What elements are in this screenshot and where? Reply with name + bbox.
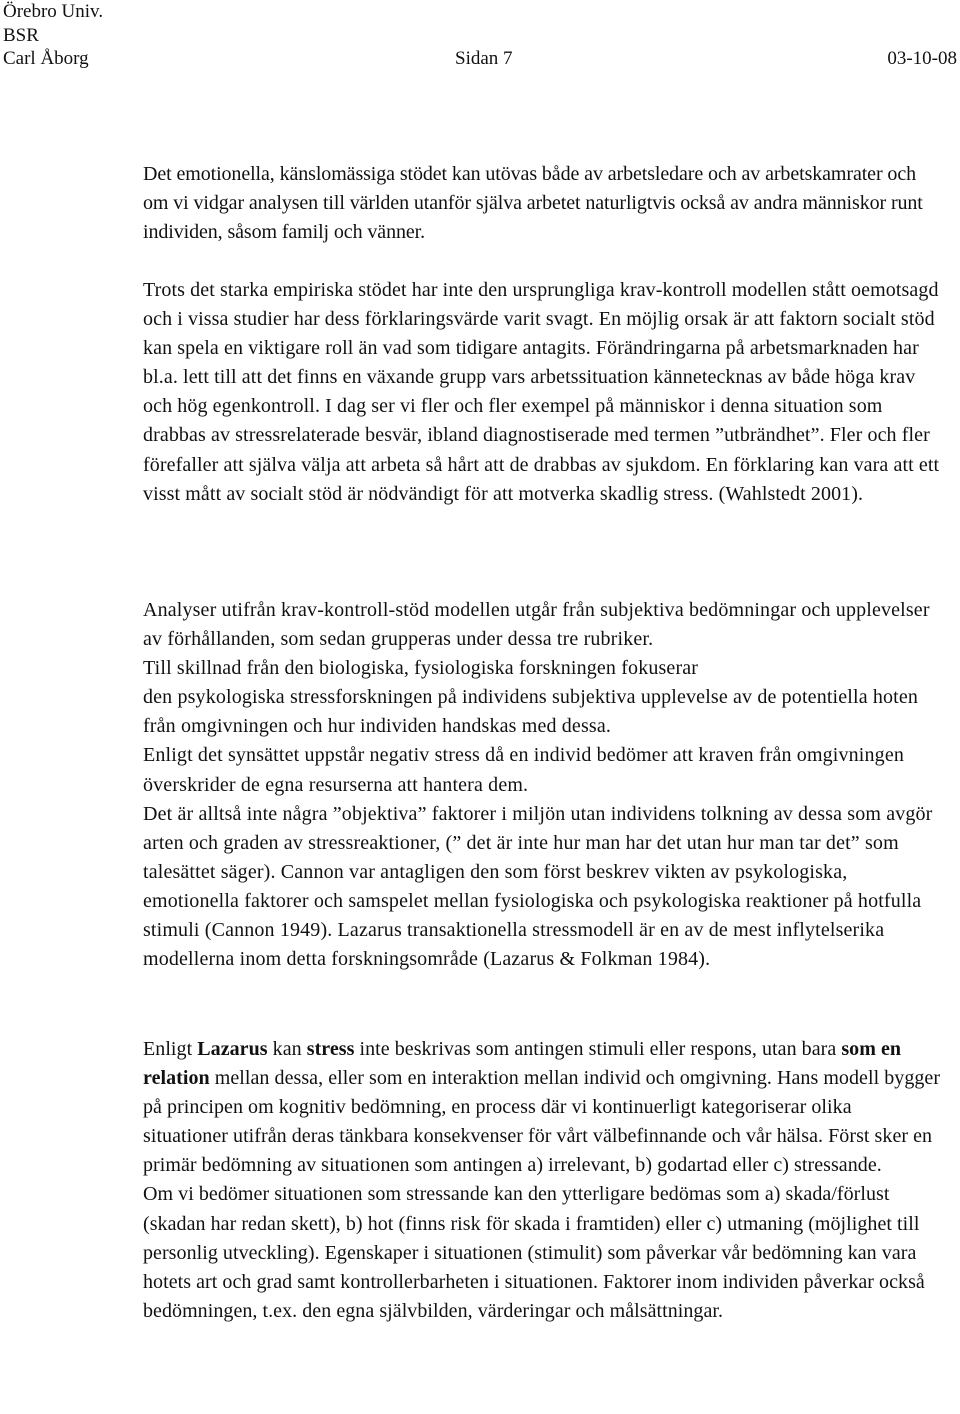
paragraph-3-line-4: Enligt det synsättet uppstår negativ stress då en individ bedömer att kraven från omgivningen överskrider de egna resurserna att hantera dem. <box>143 744 904 796</box>
header-row <box>3 47 957 71</box>
paragraph-2-text: Trots det starka empiriska stödet har inte den ursprungliga krav-kontroll modellen stått oemotsagd och i vissa studier har dess förklaringsvärde varit svagt. En möjlig orsak är att faktorn socialt stöd kan spela en viktigare roll än vad som tidigare antagits. Förändringarna på arbetsmarknaden har bl.a. lett till att det finns en växande grupp vars arbetssituation kännetecknas av både höga krav och hög egenkontroll. I dag ser vi fler och fler exempel på människor i denna situation som drabbas av stressrelaterade besvär, ibland diagnostiserade med termen ”utbrändhet”. Fler och fler förefaller att själva välja att arbeta så hårt att de drabbas av sjukdom. En förklaring kan vara att ett visst mått av socialt stöd är nödvändigt för att motverka skadlig stress. (Wahlstedt 2001). <box>143 279 940 505</box>
paragraph-4-line-2: Om vi bedömer situationen som stressande kan den ytterligare bedömas som a) skada/förlust (skadan har redan skett), b) hot (finns risk för skada i framtiden) eller c) utmaning (möjlighet till personlig utveckling). Egenskaper i situationen (stimulit) som påverkar vår bedömning kan vara hotets art och grad samt kontrollerbarheten i situationen. Faktorer inom individen påverkar också bedömningen, t.ex. den egna självbilden, värderingar och målsättningar. <box>143 1183 925 1322</box>
text-segment: kan <box>267 1038 307 1060</box>
header-date: 03-10-08 <box>887 48 957 69</box>
header-department: BSR <box>3 25 39 46</box>
text-segment: mellan dessa, eller som en interaktion mellan individ och omgivning. Hans modell bygger på principen om kognitiv bedömning, en process där vi kontinuerligt kategoriserar olika situationer utifrån deras tänkbara konsekvenser för vårt välbefinnande och vår hälsa. Först sker en primär bedömning av situationen som antingen a) irrelevant, b) godartad eller c) stressande. <box>143 1067 941 1177</box>
paragraph-1 <box>143 160 941 247</box>
text-segment: inte beskrivas som antingen stimuli eller respons, utan bara <box>354 1038 842 1060</box>
header-university: Örebro Univ. <box>3 1 104 22</box>
paragraph-1-text: Det emotionella, känslomässiga stödet kan utövas både av arbetsledare och av arbetskamrater och om vi vidgar analysen till världen utanför själva arbetet naturligtvis också av andra människor runt individen, såsom familj och vänner. <box>143 163 923 244</box>
bold-term-relation: som en relation <box>143 1038 902 1090</box>
bold-term-lazarus: Lazarus <box>197 1038 268 1060</box>
paragraph-4-line-1 <box>143 1035 941 1180</box>
paragraph-3-line-1: Analyser utifrån krav-kontroll-stöd modellen utgår från subjektiva bedömningar och upplevelser av förhållanden, som sedan grupperas under dessa tre rubriker. <box>143 599 930 651</box>
paragraph-3-line-5: Det är alltså inte några ”objektiva” faktorer i miljön utan individens tolkning av dessa som avgör arten och graden av stressreaktioner, (” det är inte hur man har det utan hur man tar det” som talesättet säger). Cannon var antagligen den som först beskrev vikten av psykologiska, emotionella faktorer och samspelet mellan fysiologiska och psykologiska reaktioner på hotfulla stimuli (Cannon 1949). Lazarus transaktionella stressmodell är en av de mest inflytelserika modellerna inom detta forskningsområde (Lazarus & Folkman 1984). <box>143 802 933 971</box>
header-page-number: Sidan 7 <box>455 48 513 69</box>
paragraph-3-line-3: den psykologiska stressforskningen på individens subjektiva upplevelse av de potentiella hoten från omgivningen och hur individen handskas med dessa. <box>143 686 919 738</box>
header-author: Carl Åborg <box>3 48 89 69</box>
paragraph-4 <box>143 1035 941 1326</box>
bold-term-stress: stress <box>306 1038 355 1060</box>
paragraph-3-line-2: Till skillnad från den biologiska, fysiologiska forskningen fokuserar <box>143 657 699 680</box>
text-segment: Enligt <box>143 1038 198 1060</box>
paragraph-2 <box>143 276 941 509</box>
paragraph-3 <box>143 596 941 974</box>
